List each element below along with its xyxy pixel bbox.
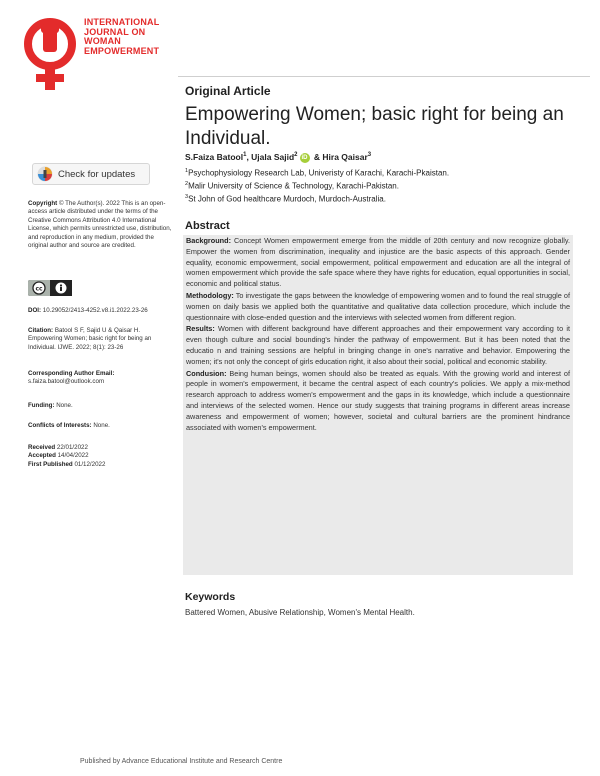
citation-block: Citation: Batool S F, Sajid U & Qaisar H. Empowering Women; basic right for being an Individual. IJWE. 2022; 8(1): 23-26 — [28, 327, 152, 351]
crossmark-icon — [37, 166, 53, 182]
keywords-text: Battered Women, Abusive Relationship, Women's Mental Health. — [185, 608, 415, 617]
author-email-link[interactable]: s.faiza.batool@outlook.com — [28, 378, 105, 386]
abstract-results: Results: Women with different background have different approaches and their empowerment vary according to it even though culture and social bounding's hinder the pathway of empowerment. But it has been noted that the educatio n and training sessions are helpful in bringing change in one's narrative and behavior. Empowering the women; it's not only the concept of girls education right, it also about their social, political and economic stability. — [186, 324, 570, 366]
copyright-block: Copyright © The Author(s). 2022 This is an open-access article distributed under the terms of the Creative Commons Attribution 4.0 International License, which permits unrestricted use, distribution, and reproduction in any medium, provided the original author and source are credited. — [28, 200, 172, 250]
date-accepted: Accepted 14/04/2022 — [28, 452, 89, 460]
doi-link[interactable]: 10.29052/2413-4252.v8.i1.2022.23-26 — [42, 307, 148, 314]
date-first-published: First Published 01/12/2022 — [28, 460, 106, 468]
publisher-footer: Published by Advance Educational Institute and Research Centre — [80, 758, 283, 765]
article-type: Original Article — [185, 84, 271, 98]
article-title: Empowering Women; basic right for being an Individual. — [185, 104, 564, 149]
affiliation: $^3$St John of God healthcare Murdoch, Murdoch-Australia. — [185, 194, 386, 204]
check-updates-label: Check for updates — [58, 168, 136, 180]
abstract-conclusion: Condusion: Being human beings, women should also be treated as equals. With the growing world and interest of people in women's empowerment, it became the central aspect of each country's policies. We apply a mix-method research approach to address women's empowerment and the gaps in its knowledge, which include a questionnaire and interviews of the selected women. Hence our study suggests that training programs in different areas increase awareness and empowerment of women; however, societal and cultural barriers are the prominent hindrance associated with women's empowerment. — [186, 368, 570, 432]
publication-dates — [28, 444, 174, 469]
date-received: Received 22/01/2022 — [28, 444, 88, 451]
check-for-updates-button[interactable] — [32, 163, 150, 185]
journal-name: INTERNATIONAL JOURNAL ON WOMAN EMPOWERMENT — [84, 17, 160, 56]
header-rule — [178, 76, 590, 77]
abstract-methodology: Methodology: To investigate the gaps between the knowledge of empowering women and to found the real struggle of women on daily basis we applied both the quantitative and qualitative data collection procedure, which include the questionnaire with close-ended question and the interviews with selected women from different region. — [186, 290, 570, 322]
author-name[interactable]: S.Faiza Batool — [185, 152, 244, 162]
affiliation: $^1$Psychophysiology Research Lab, Univeristy of Karachi, Karachi-Pkaistan. — [185, 168, 450, 178]
affiliation: $^2$Malir University of Science & Technology, Karachi-Pakistan. — [185, 181, 399, 191]
orcid-icon[interactable]: iD — [301, 155, 308, 161]
abstract-box — [183, 235, 573, 575]
funding: Funding: None. — [28, 402, 73, 409]
author-list: S.Faiza Batool$^1$, Ujala Sajid$^2$ iD & Hira Qaisar$^3$ — [185, 152, 372, 162]
author-name[interactable]: Ujala Sajid — [251, 152, 295, 162]
svg-text:cc: cc — [35, 285, 43, 293]
cc-by-license-icon[interactable] — [28, 280, 72, 296]
author-name[interactable]: & Hira Qaisar — [313, 152, 368, 162]
journal-logo — [20, 14, 160, 92]
keywords-heading: Keywords — [185, 591, 236, 603]
cc-by-icon — [28, 280, 72, 296]
conflicts-of-interest: Conflicts of Interests: None. — [28, 422, 110, 429]
doi: DOI: 10.29052/2413-4252.v8.i1.2022.23-26 — [28, 307, 148, 314]
corresponding-author: Corresponding Author Email: s.faiza.batool@outlook.com — [28, 370, 115, 386]
abstract-heading: Abstract — [185, 220, 230, 232]
abstract-background: Background: Concept Women empowerment emerge from the middle of 20th century and now recognize globally. Empower the women from discrimination, inequality and injustice are the basic aspects of this approach. Gender equality, economic empowerment, social empowerment, political empowerment and education are all the integral of women empowerment which provide the safe space where they have rights for education, equal opportunities in social, economic and political status. — [186, 236, 570, 289]
